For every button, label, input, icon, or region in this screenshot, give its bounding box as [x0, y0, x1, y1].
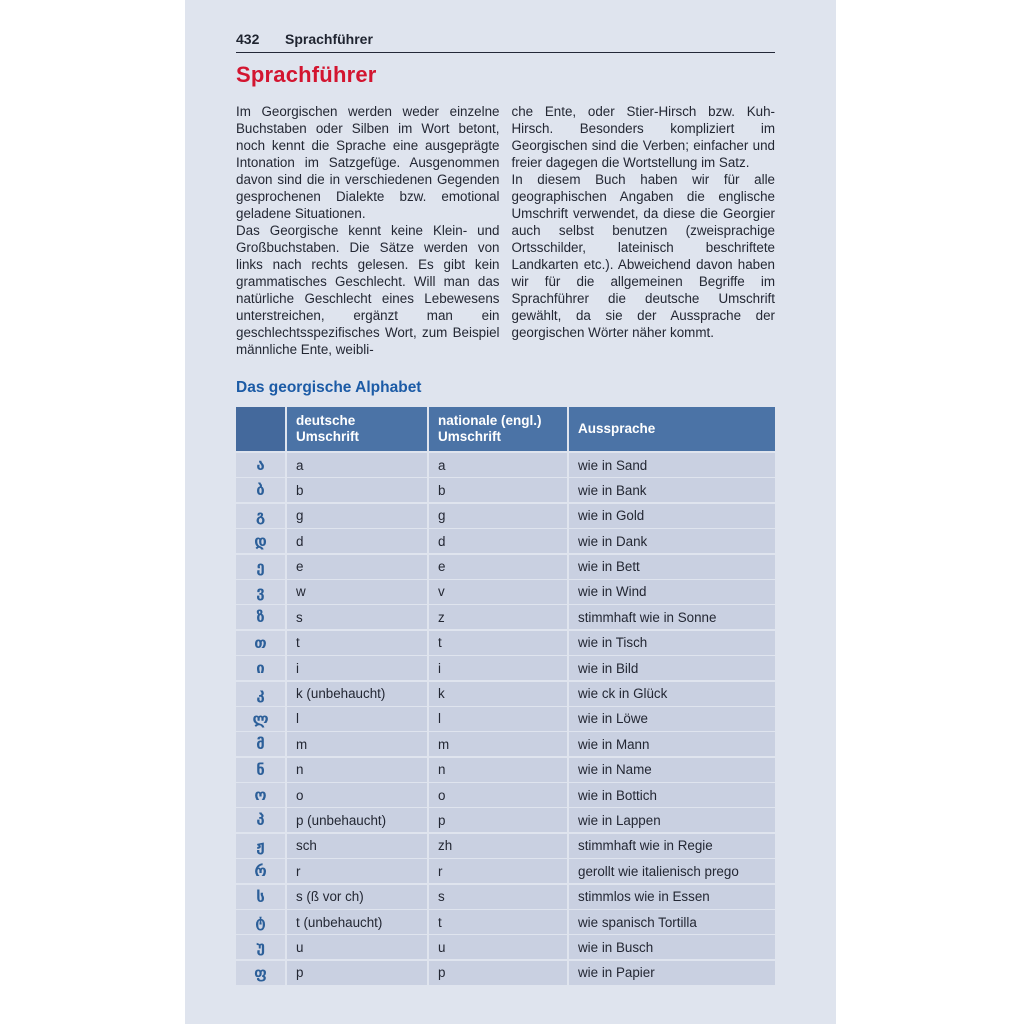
nationale-umschrift-cell: n [429, 758, 567, 782]
nationale-umschrift-cell: o [429, 783, 567, 807]
alphabet-table [236, 407, 775, 985]
georgian-letter-cell: რ [236, 859, 285, 883]
nationale-umschrift-cell: k [429, 682, 567, 706]
georgian-letter-cell: გ [236, 504, 285, 528]
table-row [236, 758, 775, 782]
aussprache-cell: wie in Löwe [569, 707, 775, 731]
paragraph: In diesem Buch haben wir für alle geographischen Angaben die englische Umschrift verwendet, da diese die Georgier auch selbst benutzen (zweisprachige Ortsschilder, lateinisch beschriftete Landkarten etc.). Abweichend davon haben wir für die allgemeinen Begriffe im Sprachführer die deutsche Umschrift gewählt, da sie der Aussprache der georgischen Wörter näher kommt. [511, 172, 775, 340]
table-row [236, 682, 775, 706]
aussprache-cell: wie in Dank [569, 529, 775, 553]
georgian-letter-cell: კ [236, 682, 285, 706]
georgian-letter-cell: თ [236, 631, 285, 655]
georgian-letter-cell: ბ [236, 478, 285, 502]
header-deutsche-umschrift: deutsche Umschrift [287, 407, 427, 451]
nationale-umschrift-cell: v [429, 580, 567, 604]
georgian-letter-cell: ფ [236, 961, 285, 985]
nationale-umschrift-cell: g [429, 504, 567, 528]
aussprache-cell: stimmhaft wie in Sonne [569, 605, 775, 629]
table-row [236, 808, 775, 832]
deutsche-umschrift-cell: g [287, 504, 427, 528]
page-number: 432 [236, 31, 260, 47]
aussprache-cell: wie in Papier [569, 961, 775, 985]
deutsche-umschrift-cell: p [287, 961, 427, 985]
table-row [236, 707, 775, 731]
georgian-letter-cell: უ [236, 935, 285, 959]
deutsche-umschrift-cell: t [287, 631, 427, 655]
deutsche-umschrift-cell: sch [287, 834, 427, 858]
nationale-umschrift-cell: m [429, 732, 567, 756]
intro-text [236, 103, 775, 358]
deutsche-umschrift-cell: k (unbehaucht) [287, 682, 427, 706]
nationale-umschrift-cell: z [429, 605, 567, 629]
aussprache-cell: wie in Bild [569, 656, 775, 680]
nationale-umschrift-cell: p [429, 808, 567, 832]
deutsche-umschrift-cell: d [287, 529, 427, 553]
deutsche-umschrift-cell: s [287, 605, 427, 629]
page-content [236, 0, 775, 986]
deutsche-umschrift-cell: p (unbehaucht) [287, 808, 427, 832]
deutsche-umschrift-cell: i [287, 656, 427, 680]
alphabet-table-body [236, 453, 775, 985]
georgian-letter-cell: ზ [236, 605, 285, 629]
aussprache-cell: gerollt wie italienisch prego [569, 859, 775, 883]
table-row [236, 961, 775, 985]
nationale-umschrift-cell: r [429, 859, 567, 883]
aussprache-cell: wie spanisch Tortilla [569, 910, 775, 934]
aussprache-cell: wie in Lappen [569, 808, 775, 832]
nationale-umschrift-cell: t [429, 910, 567, 934]
alphabet-table-header [236, 407, 775, 451]
georgian-letter-cell: ლ [236, 707, 285, 731]
aussprache-cell: wie in Bottich [569, 783, 775, 807]
georgian-letter-cell: დ [236, 529, 285, 553]
nationale-umschrift-cell: d [429, 529, 567, 553]
table-row [236, 885, 775, 909]
nationale-umschrift-cell: l [429, 707, 567, 731]
table-row [236, 656, 775, 680]
table-row [236, 935, 775, 959]
table-row [236, 834, 775, 858]
nationale-umschrift-cell: p [429, 961, 567, 985]
deutsche-umschrift-cell: a [287, 453, 427, 477]
aussprache-cell: wie in Wind [569, 580, 775, 604]
deutsche-umschrift-cell: t (unbehaucht) [287, 910, 427, 934]
nationale-umschrift-cell: i [429, 656, 567, 680]
aussprache-cell: wie in Mann [569, 732, 775, 756]
table-row [236, 478, 775, 502]
running-head [236, 0, 775, 53]
georgian-letter-cell: ტ [236, 910, 285, 934]
nationale-umschrift-cell: a [429, 453, 567, 477]
table-row [236, 859, 775, 883]
paragraph: Das Georgische kennt keine Klein- und Großbuchstaben. Die Sätze werden von links nach rechts gelesen. Es gibt kein grammatisches Geschlecht. Will man das natürliche Geschlecht eines Lebewesens unterstreichen, ergänzt man ein geschlechtsspezifisches Wort, zum Beispiel männliche Ente, weibli- [236, 223, 500, 357]
aussprache-cell: wie in Gold [569, 504, 775, 528]
book-page [185, 0, 836, 1024]
georgian-letter-cell: ვ [236, 580, 285, 604]
table-row [236, 605, 775, 629]
deutsche-umschrift-cell: o [287, 783, 427, 807]
paragraph: Im Georgischen werden weder einzelne Buchstaben oder Silben im Wort betont, noch kennt die Sprache eine ausgeprägte Intonation im Satzgefüge. Ausgenommen davon sind die in verschiedenen Gegenden gesprochenen Dialekte bzw. emotional geladene Situationen. [236, 104, 500, 221]
deutsche-umschrift-cell: s (ß vor ch) [287, 885, 427, 909]
aussprache-cell: wie in Busch [569, 935, 775, 959]
running-head-title: Sprachführer [285, 31, 373, 47]
intro-left-column [236, 103, 500, 358]
nationale-umschrift-cell: zh [429, 834, 567, 858]
table-row [236, 783, 775, 807]
deutsche-umschrift-cell: w [287, 580, 427, 604]
georgian-letter-cell: მ [236, 732, 285, 756]
aussprache-cell: wie in Bett [569, 555, 775, 579]
nationale-umschrift-cell: t [429, 631, 567, 655]
aussprache-cell: wie in Tisch [569, 631, 775, 655]
georgian-letter-cell: ე [236, 555, 285, 579]
table-row [236, 453, 775, 477]
table-row [236, 732, 775, 756]
table-row [236, 631, 775, 655]
deutsche-umschrift-cell: u [287, 935, 427, 959]
table-row [236, 910, 775, 934]
deutsche-umschrift-cell: l [287, 707, 427, 731]
table-row [236, 504, 775, 528]
table-row [236, 555, 775, 579]
aussprache-cell: wie in Sand [569, 453, 775, 477]
nationale-umschrift-cell: s [429, 885, 567, 909]
header-aussprache: Aussprache [569, 407, 775, 451]
aussprache-cell: stimmhaft wie in Regie [569, 834, 775, 858]
georgian-letter-cell: ნ [236, 758, 285, 782]
georgian-letter-cell: ა [236, 453, 285, 477]
deutsche-umschrift-cell: r [287, 859, 427, 883]
table-row [236, 529, 775, 553]
georgian-letter-cell: ი [236, 656, 285, 680]
georgian-letter-cell: ო [236, 783, 285, 807]
aussprache-cell: wie in Bank [569, 478, 775, 502]
header-nationale-umschrift: nationale (engl.) Umschrift [429, 407, 567, 451]
chapter-title: Sprachführer [236, 62, 377, 87]
header-letter-column [236, 407, 285, 451]
aussprache-cell: wie in Name [569, 758, 775, 782]
georgian-letter-cell: ჟ [236, 834, 285, 858]
intro-right-column [512, 103, 776, 358]
georgian-letter-cell: პ [236, 808, 285, 832]
nationale-umschrift-cell: u [429, 935, 567, 959]
alphabet-section-heading: Das georgische Alphabet [236, 379, 422, 396]
aussprache-cell: wie ck in Glück [569, 682, 775, 706]
georgian-letter-cell: ს [236, 885, 285, 909]
deutsche-umschrift-cell: m [287, 732, 427, 756]
deutsche-umschrift-cell: b [287, 478, 427, 502]
deutsche-umschrift-cell: n [287, 758, 427, 782]
table-row [236, 580, 775, 604]
deutsche-umschrift-cell: e [287, 555, 427, 579]
aussprache-cell: stimmlos wie in Essen [569, 885, 775, 909]
nationale-umschrift-cell: e [429, 555, 567, 579]
nationale-umschrift-cell: b [429, 478, 567, 502]
paragraph: che Ente, oder Stier-Hirsch bzw. Kuh-Hirsch. Besonders kompliziert im Georgischen sind die Verben; einfacher und freier dagegen die Wortstellung im Satz. [511, 104, 775, 170]
